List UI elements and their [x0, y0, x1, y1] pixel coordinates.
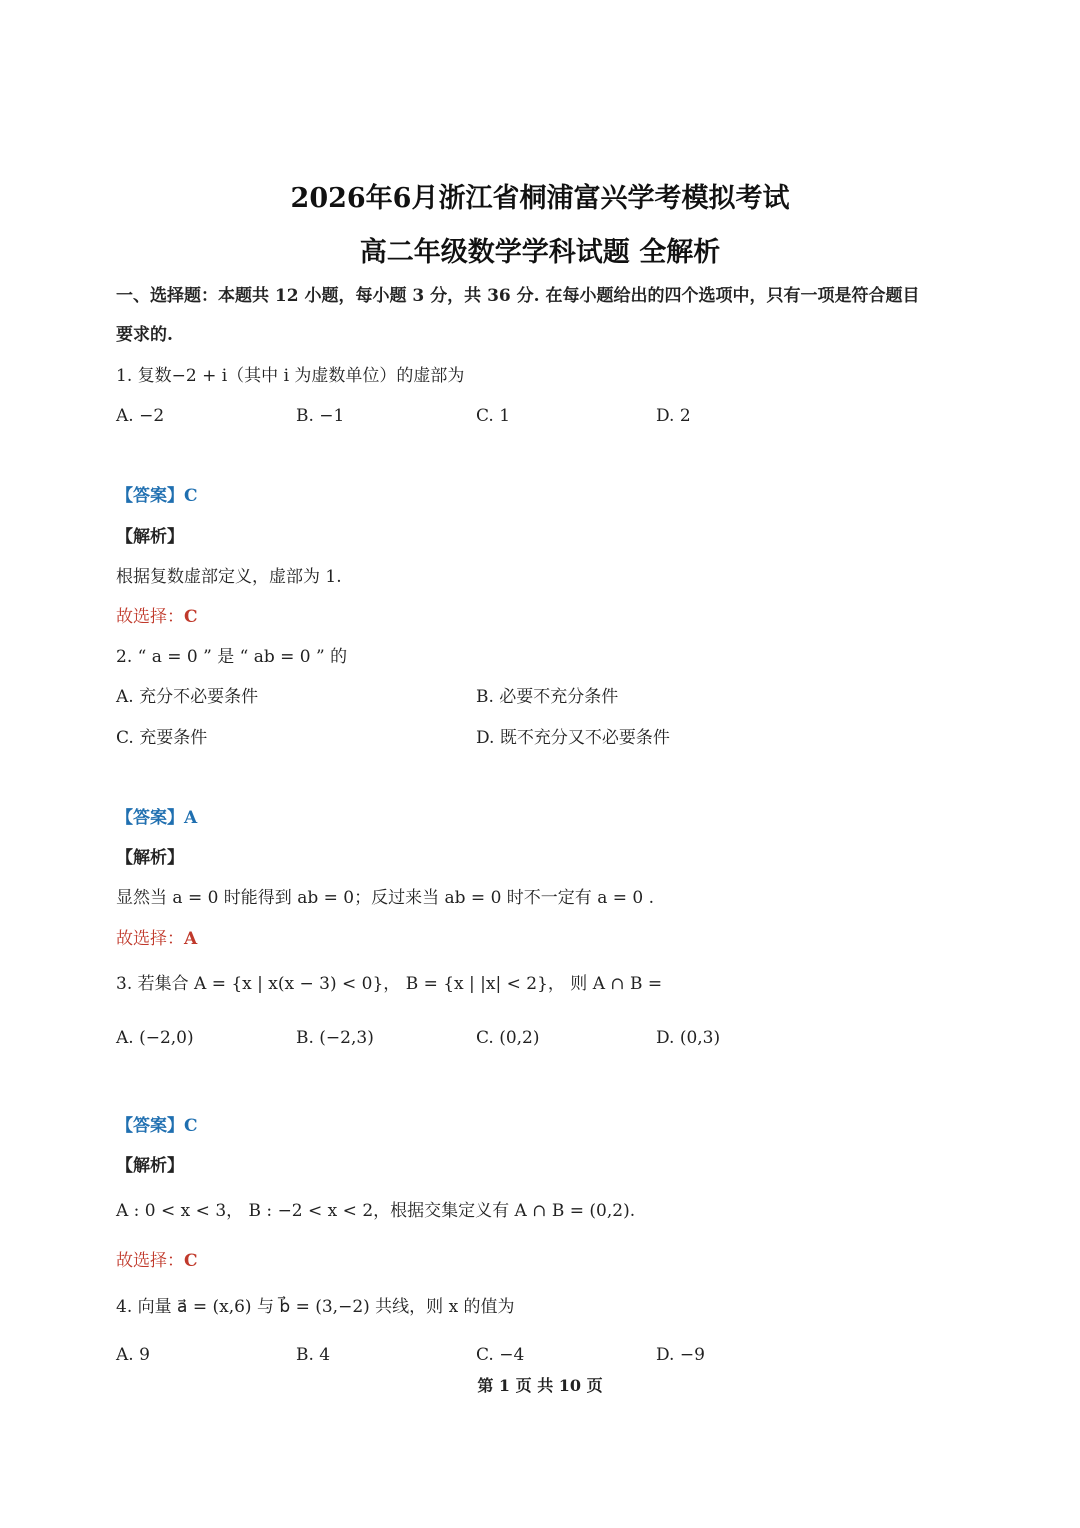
question-3-analysis: A : 0 < x < 3， B : −2 < x < 2，根据交集定义有 A ∩ B = (0,2). [116, 1201, 636, 1221]
question-3-option-c: C. (0,2) [476, 1028, 540, 1048]
question-2-stem: 2. “ a = 0 ” 是 “ ab = 0 ” 的 [116, 647, 348, 667]
question-2-analysis-label: 【解析】 [116, 848, 184, 868]
question-4-stem: 4. 向量 a⃗ = (x,6) 与 b⃗ = (3,−2) 共线，则 x 的值为 [116, 1297, 515, 1317]
choose-label: 故选择： [116, 929, 184, 949]
choose-value: C [184, 607, 198, 627]
answer-value: A [184, 808, 198, 828]
answer-label: 【答案】 [116, 808, 184, 828]
question-2-option-d: D. 既不充分又不必要条件 [476, 728, 670, 748]
question-3-stem: 3. 若集合 A = {x | x(x − 3) < 0}， B = {x | |x| < 2}， 则 A ∩ B = [116, 974, 663, 994]
choose-label: 故选择： [116, 1251, 184, 1271]
answer-value: C [184, 486, 198, 506]
question-3-option-b: B. (−2,3) [296, 1028, 374, 1048]
question-2-analysis: 显然当 a = 0 时能得到 ab = 0；反过来当 ab = 0 时不一定有 a = 0 . [116, 888, 655, 908]
question-4-option-c: C. −4 [476, 1345, 525, 1365]
question-2-answer [116, 807, 197, 829]
question-3-option-d: D. (0,3) [656, 1028, 721, 1048]
section-instruction-line2: 要求的. [116, 325, 173, 345]
question-1-option-d: D. 2 [656, 406, 691, 426]
answer-value: C [184, 1116, 198, 1136]
question-4-option-b: B. 4 [296, 1345, 331, 1365]
answer-label: 【答案】 [116, 1116, 184, 1136]
question-2-option-b: B. 必要不充分条件 [476, 687, 619, 707]
question-3-analysis-label: 【解析】 [116, 1156, 184, 1176]
answer-label: 【答案】 [116, 486, 184, 506]
question-1-option-b: B. −1 [296, 406, 345, 426]
question-3-option-a: A. (−2,0) [116, 1028, 194, 1048]
section-instruction-line1: 一、选择题：本题共 12 小题，每小题 3 分，共 36 分. 在每小题给出的四个选项中，只有一项是符合题目 [116, 286, 920, 306]
question-3-choose [116, 1250, 198, 1272]
question-2-option-a: A. 充分不必要条件 [116, 687, 259, 707]
question-3-answer [116, 1115, 198, 1137]
exam-title-line1: 2026年6月浙江省桐浦富兴学考模拟考试 [290, 183, 790, 214]
question-1-choose [116, 606, 198, 628]
choose-value: C [184, 1251, 198, 1271]
exam-title-line2: 高二年级数学学科试题 全解析 [359, 237, 721, 268]
question-1-answer [116, 485, 198, 507]
question-4-option-d: D. −9 [656, 1345, 705, 1365]
page-footer: 第 1 页 共 10 页 [477, 1376, 603, 1395]
choose-value: A [184, 929, 198, 949]
question-1-stem: 1. 复数−2 + i（其中 i 为虚数单位）的虚部为 [116, 366, 465, 386]
question-2-choose [116, 928, 197, 950]
question-4-option-a: A. 9 [116, 1345, 150, 1365]
choose-label: 故选择： [116, 607, 184, 627]
question-2-option-c: C. 充要条件 [116, 728, 208, 748]
question-1-option-a: A. −2 [116, 406, 165, 426]
question-1-analysis: 根据复数虚部定义，虚部为 1. [116, 567, 342, 587]
question-1-option-c: C. 1 [476, 406, 511, 426]
question-1-analysis-label: 【解析】 [116, 527, 184, 547]
